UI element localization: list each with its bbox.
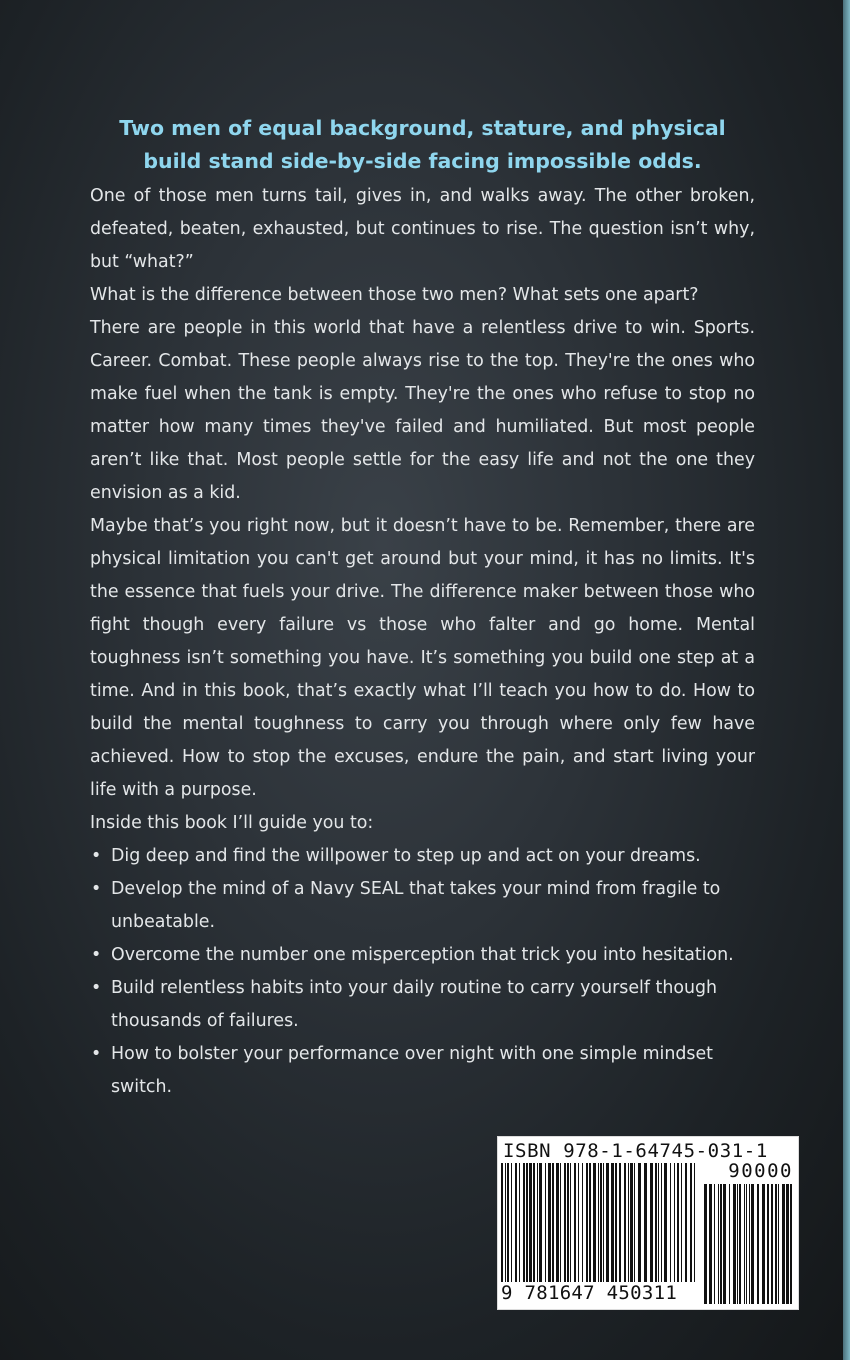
barcode-bars-icon	[501, 1163, 697, 1285]
spine-edge	[843, 0, 850, 1360]
addon-barcode-bars-icon	[704, 1184, 794, 1304]
list-item	[90, 840, 755, 873]
list-item-text: Build relentless habits into your daily routine to carry yourself though thousands of failures.	[111, 978, 718, 1031]
list-item-text: Overcome the number one misperception that trick you into hesitation.	[111, 945, 734, 965]
bullet-icon: •	[91, 846, 102, 866]
isbn-barcode	[497, 1136, 799, 1310]
bullet-icon: •	[91, 879, 102, 899]
list-item-text: How to bolster your performance over night with one simple mindset switch.	[111, 1044, 713, 1097]
list-item	[90, 939, 755, 972]
list-item	[90, 972, 755, 1038]
bullet-icon: •	[91, 1044, 102, 1064]
paragraph-2: What is the difference between those two men? What sets one apart?	[90, 285, 699, 305]
bullet-icon: •	[91, 945, 102, 965]
paragraph-5: Inside this book I’ll guide you to:	[90, 813, 374, 833]
list-item-text: Develop the mind of a Navy SEAL that takes your mind from fragile to unbeatable.	[111, 879, 721, 932]
price-code: 90000	[728, 1160, 793, 1182]
benefit-list	[90, 840, 755, 1104]
list-item	[90, 873, 755, 939]
paragraph-1: One of those men turns tail, gives in, and walks away. The other broken, defeated, beaten, exhausted, but continues to rise. The question isn’t why, but “what?”	[90, 186, 755, 272]
list-item-text: Dig deep and find the willpower to step up and act on your dreams.	[111, 846, 701, 866]
paragraph-4: Maybe that’s you right now, but it doesn’t have to be. Remember, there are physical limitation you can't get around but your mind, it has no limits. It's the essence that fuels your drive. The difference maker between those who fight though every failure vs those who falter and go home. Mental toughness isn’t something you have. It’s something you build one step at a time. And in this book, that’s exactly what I’ll teach you how to do. How to build the mental toughness to carry you through where only few have achieved. How to stop the excuses, endure the pain, and start living your life with a purpose.	[90, 516, 755, 800]
paragraph-3: There are people in this world that have a relentless drive to win. Sports. Career. Combat. These people always rise to the top. They're the ones who make fuel when the tank is empty. They're the ones who refuse to stop no matter how many times they've failed and humiliated. But most people aren’t like that. Most people settle for the easy life and not the one they envision as a kid.	[90, 318, 755, 503]
headline-line-2: build stand side-by-side facing impossible odds.	[143, 149, 702, 173]
blurb-content	[90, 112, 755, 1104]
isbn-label: ISBN 978-1-64745-031-1	[503, 1140, 768, 1162]
headline-line-1: Two men of equal background, stature, and physical	[119, 116, 726, 140]
list-item	[90, 1038, 755, 1104]
bullet-icon: •	[91, 978, 102, 998]
barcode-digits: 9 781647 450311	[501, 1282, 701, 1304]
headline	[90, 112, 755, 178]
